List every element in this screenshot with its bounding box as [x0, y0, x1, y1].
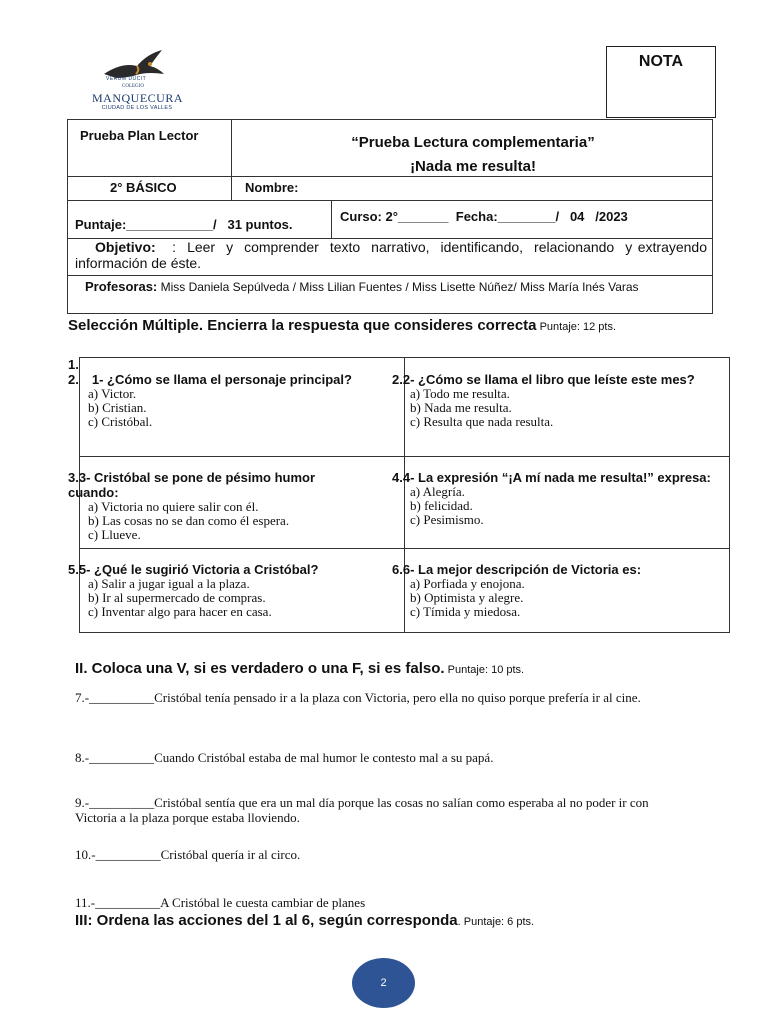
test-title: “Prueba Lectura complementaria”: [351, 134, 595, 151]
section1-points: Puntaje: 12 pts.: [536, 321, 617, 333]
option-6b[interactable]: b) Optimista y alegre.: [410, 590, 524, 605]
subject-cell: [67, 119, 232, 177]
option-2c[interactable]: c) Resulta que nada resulta.: [410, 414, 554, 429]
section1-title: Selección Múltiple. Encierra la respuesta que consideres correcta: [68, 317, 537, 334]
logo-school-name: MANQUECURA: [92, 91, 184, 105]
option-4a[interactable]: a) Alegría.: [410, 484, 465, 499]
objective: [75, 239, 711, 271]
option-5b[interactable]: b) Ir al supermercado de compras.: [88, 590, 266, 605]
question-6: [392, 562, 712, 619]
question-5: [68, 562, 388, 619]
option-3a[interactable]: a) Victoria no quiere salir con él.: [88, 499, 259, 514]
page-number-badge: [352, 958, 415, 1008]
teachers-text: Miss Daniela Sepúlveda / Miss Lilian Fuentes / Miss Lisette Núñez/ Miss María Inés Varas: [157, 280, 639, 294]
option-4b[interactable]: b) felicidad.: [410, 498, 473, 513]
option-2a[interactable]: a) Todo me resulta.: [410, 386, 510, 401]
tf-item-11[interactable]: 11.-__________A Cristóbal le cuesta cambiar de planes: [75, 895, 366, 910]
score-field: Puntaje:____________/ 31 puntos.: [75, 217, 293, 232]
score-cell[interactable]: [67, 200, 332, 239]
name-cell[interactable]: [231, 176, 713, 201]
name-label: Nombre:: [245, 180, 299, 195]
question-2-title: 2- ¿Cómo se llama el libro que leíste este mes?: [402, 372, 695, 387]
title-cell: [231, 119, 713, 177]
question-4-number: 4.: [392, 470, 403, 485]
section2-points: Puntaje: 10 pts.: [444, 664, 525, 676]
question-6-title: 6- La mejor descripción de Victoria es:: [402, 562, 642, 577]
question-1-number: 2.: [68, 372, 79, 387]
logo-city: CIUDAD DE LOS VALLES: [101, 105, 173, 111]
objective-text: : Leer y comprender texto narrativo, identificando, relacionando y extrayendo información de éste.: [75, 239, 711, 271]
grade-box[interactable]: [606, 46, 716, 118]
teachers: [75, 280, 707, 294]
question-4-title: 4- La expresión “¡A mí nada me resulta!” expresa:: [402, 470, 711, 485]
question-5-number: 5.: [68, 562, 79, 577]
section1-heading: [68, 318, 718, 335]
tf-item-7[interactable]: 7.-__________Cristóbal tenía pensado ir a la plaza con Victoria, pero ella no quiso porque prefería ir al cine.: [75, 690, 641, 705]
objective-label: Objetivo:: [95, 239, 156, 255]
question-2-number: 2.: [392, 372, 403, 387]
section2-heading: [75, 660, 524, 677]
question-5-title: 5- ¿Qué le sugirió Victoria a Cristóbal?: [78, 562, 319, 577]
option-2b[interactable]: b) Nada me resulta.: [410, 400, 512, 415]
stray-number-1: 1.: [68, 357, 79, 372]
option-1a[interactable]: a) Victor.: [88, 386, 137, 401]
tf-item-8[interactable]: 8.-__________Cuando Cristóbal estaba de mal humor le contesto mal a su papá.: [75, 750, 494, 765]
course-date-cell[interactable]: [331, 200, 713, 239]
logo-motto: VERUM DUCIT: [106, 76, 147, 82]
section3-points: . Puntaje: 6 pts.: [457, 916, 535, 928]
tf-item-9[interactable]: 9.-__________Cristóbal sentía que era un mal día porque las cosas no salían como esperaba al no poder ir con Victoria a la plaza porque estaba lloviendo.: [75, 795, 649, 825]
option-3b[interactable]: b) Las cosas no se dan como él espera.: [88, 513, 290, 528]
grade-level: 2° BÁSICO: [110, 180, 177, 195]
question-1-title: 1- ¿Cómo se llama el personaje principal?: [91, 372, 352, 387]
section3-heading: [75, 912, 534, 929]
option-6c[interactable]: c) Tímida y miedosa.: [410, 604, 521, 619]
section3-title: III: Ordena las acciones del 1 al 6, según corresponda: [75, 912, 458, 929]
question-4: [392, 470, 712, 527]
section2-title: II. Coloca una V, si es verdadero o una F, si es falso.: [75, 660, 445, 677]
teachers-label: Profesoras:: [85, 279, 158, 294]
grade-cell: [67, 176, 232, 201]
school-logo: [92, 44, 182, 120]
teachers-cell: [67, 275, 713, 314]
question-6-number: 6.: [392, 562, 403, 577]
book-title: ¡Nada me resulta!: [410, 158, 536, 175]
option-3c[interactable]: c) Llueve.: [88, 527, 141, 542]
option-5c[interactable]: c) Inventar algo para hacer en casa.: [88, 604, 272, 619]
option-6a[interactable]: a) Porfiada y enojona.: [410, 576, 525, 591]
page-number: 2: [380, 977, 387, 989]
option-5a[interactable]: a) Salir a jugar igual a la plaza.: [88, 576, 250, 591]
question-3-title: 3- Cristóbal se pone de pésimo humor cuando:: [68, 470, 316, 500]
logo-colegio: COLEGIO: [122, 84, 144, 89]
question-3: [68, 470, 368, 542]
tf-item-10[interactable]: 10.-__________Cristóbal quería ir al circo.: [75, 847, 301, 862]
question-3-number: 3.: [68, 470, 79, 485]
question-2: [392, 372, 712, 429]
objective-cell: [67, 238, 713, 276]
course-date-field: Curso: 2°_______ Fecha:________/ 04 /2023: [340, 209, 628, 224]
option-1c[interactable]: c) Cristóbal.: [88, 414, 153, 429]
option-1b[interactable]: b) Cristian.: [88, 400, 147, 415]
option-4c[interactable]: c) Pesimismo.: [410, 512, 484, 527]
question-1: [68, 372, 406, 429]
subject-label: Prueba Plan Lector: [80, 128, 199, 143]
grade-label: NOTA: [638, 53, 684, 70]
